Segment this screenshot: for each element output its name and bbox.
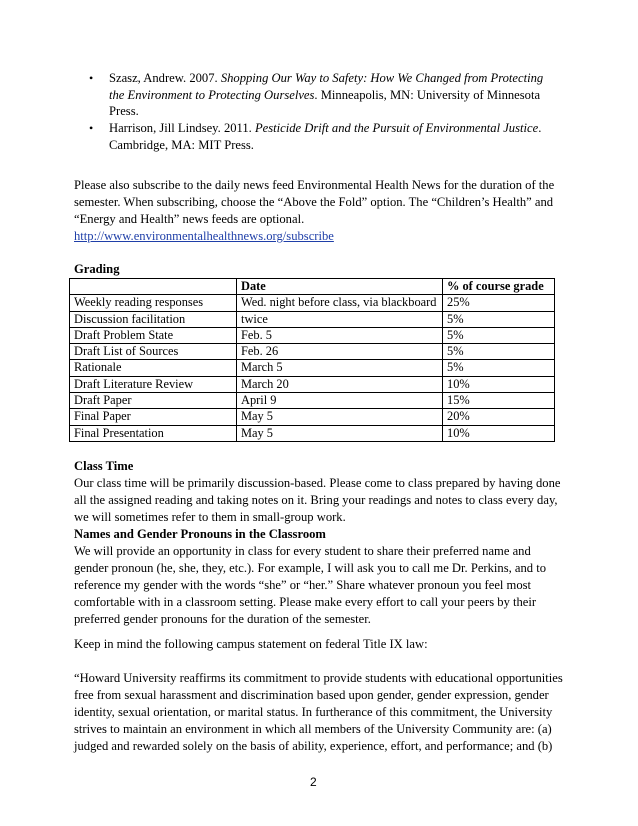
table-cell: May 5 — [237, 409, 443, 425]
table-cell: May 5 — [237, 425, 443, 441]
grading-table — [69, 278, 555, 442]
table-cell: twice — [237, 311, 443, 327]
subscribe-link[interactable]: http://www.environmentalhealthnews.org/subscribe — [74, 229, 334, 243]
table-cell: 15% — [443, 393, 555, 409]
table-cell: 10% — [443, 425, 555, 441]
table-cell: Draft Problem State — [70, 327, 237, 343]
bib-authors: Harrison, Jill Lindsey. 2011. — [109, 121, 255, 135]
table-cell: Feb. 26 — [237, 344, 443, 360]
grading-heading: Grading — [74, 262, 120, 276]
bib-entry-2 — [89, 120, 559, 153]
table-cell: 20% — [443, 409, 555, 425]
bullet-icon: • — [89, 121, 94, 135]
table-row — [70, 425, 555, 441]
header-cell — [70, 279, 237, 295]
table-cell: Weekly reading responses — [70, 295, 237, 311]
table-cell: 10% — [443, 376, 555, 392]
table-cell: 5% — [443, 360, 555, 376]
header-cell: Date — [237, 279, 443, 295]
table-row — [70, 311, 555, 327]
title-ix-intro: Keep in mind the following campus statement on federal Title IX law: — [74, 637, 428, 651]
header-cell: % of course grade — [443, 279, 555, 295]
table-cell: March 5 — [237, 360, 443, 376]
bib-entry-1 — [89, 70, 559, 120]
table-row — [70, 327, 555, 343]
table-cell: Draft List of Sources — [70, 344, 237, 360]
table-cell: 5% — [443, 327, 555, 343]
class-time-heading: Class Time — [74, 459, 134, 473]
subscribe-text: Please also subscribe to the daily news feed Environmental Health News for the duration of the semester. When subscribing, choose the “Above the Fold” option. The “Children’s Health” and “Energy and Health” news feeds are optional. — [74, 178, 555, 226]
table-row — [70, 376, 555, 392]
bib-rest: . Cambridge, MA: MIT Press. — [109, 121, 542, 152]
bib-rest: . Minneapolis, MN: University of Minnesota Press. — [109, 87, 541, 118]
subscribe-paragraph — [74, 177, 566, 245]
table-cell: April 9 — [237, 393, 443, 409]
table-cell: Draft Literature Review — [70, 376, 237, 392]
table-cell: Final Presentation — [70, 425, 237, 441]
table-row — [70, 344, 555, 360]
table-cell: Feb. 5 — [237, 327, 443, 343]
table-row — [70, 409, 555, 425]
table-header-row — [70, 279, 555, 295]
bib-title: Pesticide Drift and the Pursuit of Environmental Justice — [254, 121, 539, 135]
table-cell: Draft Paper — [70, 393, 237, 409]
bib-authors: Szasz, Andrew. 2007. — [109, 71, 221, 85]
title-ix-quote: “Howard University reaffirms its commitment to provide students with educational opportunities free from sexual harassment and discrimination based upon gender, gender expression, gender identity, sexual orientation, or marital status. In furtherance of this commitment, the University strives to maintain an environment in which all members of the University Community are: (a) judged and rewarded solely on the basis of ability, experience, effort, and performance; and (b) — [74, 671, 563, 753]
table-cell: March 20 — [237, 376, 443, 392]
pronouns-heading: Names and Gender Pronouns in the Classroom — [74, 527, 326, 541]
table-cell: 5% — [443, 344, 555, 360]
table-row — [70, 393, 555, 409]
class-time-section — [74, 458, 566, 526]
table-cell: Discussion facilitation — [70, 311, 237, 327]
table-cell: Final Paper — [70, 409, 237, 425]
table-row — [70, 295, 555, 311]
table-cell: Rationale — [70, 360, 237, 376]
table-cell: Wed. night before class, via blackboard — [237, 295, 443, 311]
table-cell: 5% — [443, 311, 555, 327]
pronouns-section — [74, 526, 566, 628]
table-row — [70, 360, 555, 376]
page-number: 2 — [310, 775, 317, 789]
table-cell: 25% — [443, 295, 555, 311]
bib-title: Shopping Our Way to Safety: How We Changed from Protecting the Environment to Protecting Ourselves — [109, 71, 544, 102]
pronouns-text: We will provide an opportunity in class for every student to share their preferred name and gender pronoun (he, she, they, etc.). For example, I will ask you to call me Dr. Perkins, and to reference my gender with the words “she” or “her.” Share whatever pronoun you feel most comfortable with in a classroom setting. Please make every effort to call your peers by their preferred gender pronouns for the duration of the semester. — [74, 544, 547, 626]
class-time-text: Our class time will be primarily discussion-based. Please come to class prepared by having done all the assigned reading and taking notes on it. Bring your readings and notes to class every day, we will sometimes refer to them in small-group work. — [74, 476, 561, 524]
bullet-icon: • — [89, 71, 94, 85]
